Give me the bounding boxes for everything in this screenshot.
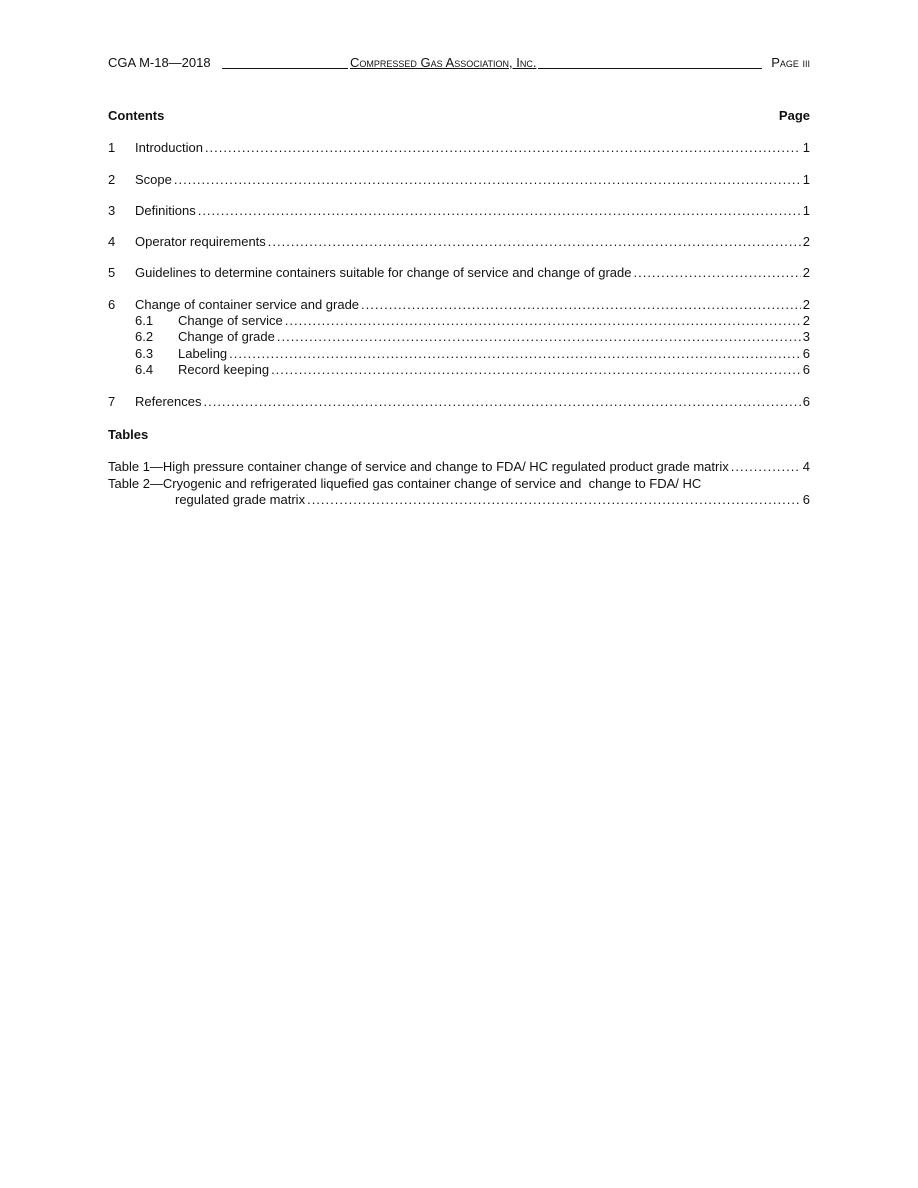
toc-entry-number: 7 (108, 394, 116, 409)
table-entry-title: Table 1—High pressure container change of service and change to FDA/ HC regulated product grade matrix (108, 459, 729, 474)
table-list-entry-line2[interactable] (108, 492, 810, 508)
toc-entry[interactable] (108, 140, 810, 156)
toc-entry-number: 3 (108, 203, 116, 218)
toc-entry-page: 3 (802, 329, 810, 344)
toc-entry-title: Change of service (178, 313, 283, 328)
header-document-id: CGA M-18—2018 (108, 55, 211, 70)
dot-leader (731, 459, 801, 475)
table-entry-page: 6 (802, 492, 810, 507)
toc-entry[interactable] (108, 297, 810, 313)
table-list-entry-line1[interactable] (108, 476, 810, 492)
page-column-heading: Page (778, 108, 810, 123)
toc-entry[interactable] (108, 172, 810, 188)
dot-leader (205, 140, 801, 156)
toc-entry-number: 2 (108, 172, 116, 187)
dot-leader (633, 265, 800, 281)
toc-entry-page: 2 (802, 265, 810, 280)
dot-leader (198, 203, 801, 219)
toc-entry-number: 6 (108, 297, 116, 312)
dot-leader (361, 297, 801, 313)
contents-heading-row (108, 108, 810, 123)
table-entry-title-continued: regulated grade matrix (175, 492, 306, 507)
toc-entry-page: 2 (802, 313, 810, 328)
toc-entry-page: 2 (802, 234, 810, 249)
tables-heading: Tables (108, 427, 149, 442)
toc-entry[interactable] (108, 394, 810, 410)
toc-entry[interactable] (108, 265, 810, 281)
toc-subentry[interactable] (108, 329, 810, 345)
dot-leader (271, 362, 801, 378)
toc-entry-title: Record keeping (178, 362, 270, 377)
toc-entry-page: 1 (802, 203, 810, 218)
toc-entry-title: Scope (135, 172, 172, 187)
toc-entry-page: 1 (802, 140, 810, 155)
dot-leader (277, 329, 801, 345)
running-header (108, 54, 810, 72)
toc-subentry[interactable] (108, 313, 810, 329)
toc-entry-title: Guidelines to determine containers suitable for change of service and change of grade (135, 265, 632, 280)
toc-entry-number: 1 (108, 140, 116, 155)
toc-entry-page: 6 (802, 346, 810, 361)
toc-entry-number: 6.3 (135, 346, 154, 361)
contents-heading: Contents (108, 108, 165, 123)
dot-leader (268, 234, 801, 250)
toc-entry-page: 6 (802, 394, 810, 409)
table-entry-page: 4 (802, 459, 810, 474)
dot-leader (203, 394, 800, 410)
toc-subentry[interactable] (108, 362, 810, 378)
toc-subentry[interactable] (108, 346, 810, 362)
header-organization: Compressed Gas Association, Inc. (350, 55, 537, 70)
toc-entry-page: 1 (802, 172, 810, 187)
dot-leader (285, 313, 801, 329)
toc-entry-title: References (135, 394, 202, 409)
toc-entry-number: 6.2 (135, 329, 154, 344)
dot-leader (174, 172, 801, 188)
toc-entry-title: Change of container service and grade (135, 297, 360, 312)
toc-entry-number: 4 (108, 234, 116, 249)
toc-entry-number: 6.1 (135, 313, 154, 328)
toc-entry-title: Change of grade (178, 329, 275, 344)
header-page-number: Page iii (771, 55, 810, 70)
toc-entry-title: Operator requirements (135, 234, 266, 249)
toc-entry-title: Labeling (178, 346, 228, 361)
toc-entry-page: 6 (802, 362, 810, 377)
toc-entry-title: Introduction (135, 140, 203, 155)
table-list-entry[interactable] (108, 459, 810, 475)
table-entry-title: Table 2—Cryogenic and refrigerated liquefied gas container change of service and change to FDA/ HC (108, 476, 702, 491)
toc-entry-number: 6.4 (135, 362, 154, 377)
dot-leader (229, 346, 801, 362)
toc-entry-title: Definitions (135, 203, 196, 218)
toc-entry[interactable] (108, 203, 810, 219)
toc-entry[interactable] (108, 234, 810, 250)
toc-entry-number: 5 (108, 265, 116, 280)
dot-leader (307, 492, 801, 508)
toc-entry-page: 2 (802, 297, 810, 312)
